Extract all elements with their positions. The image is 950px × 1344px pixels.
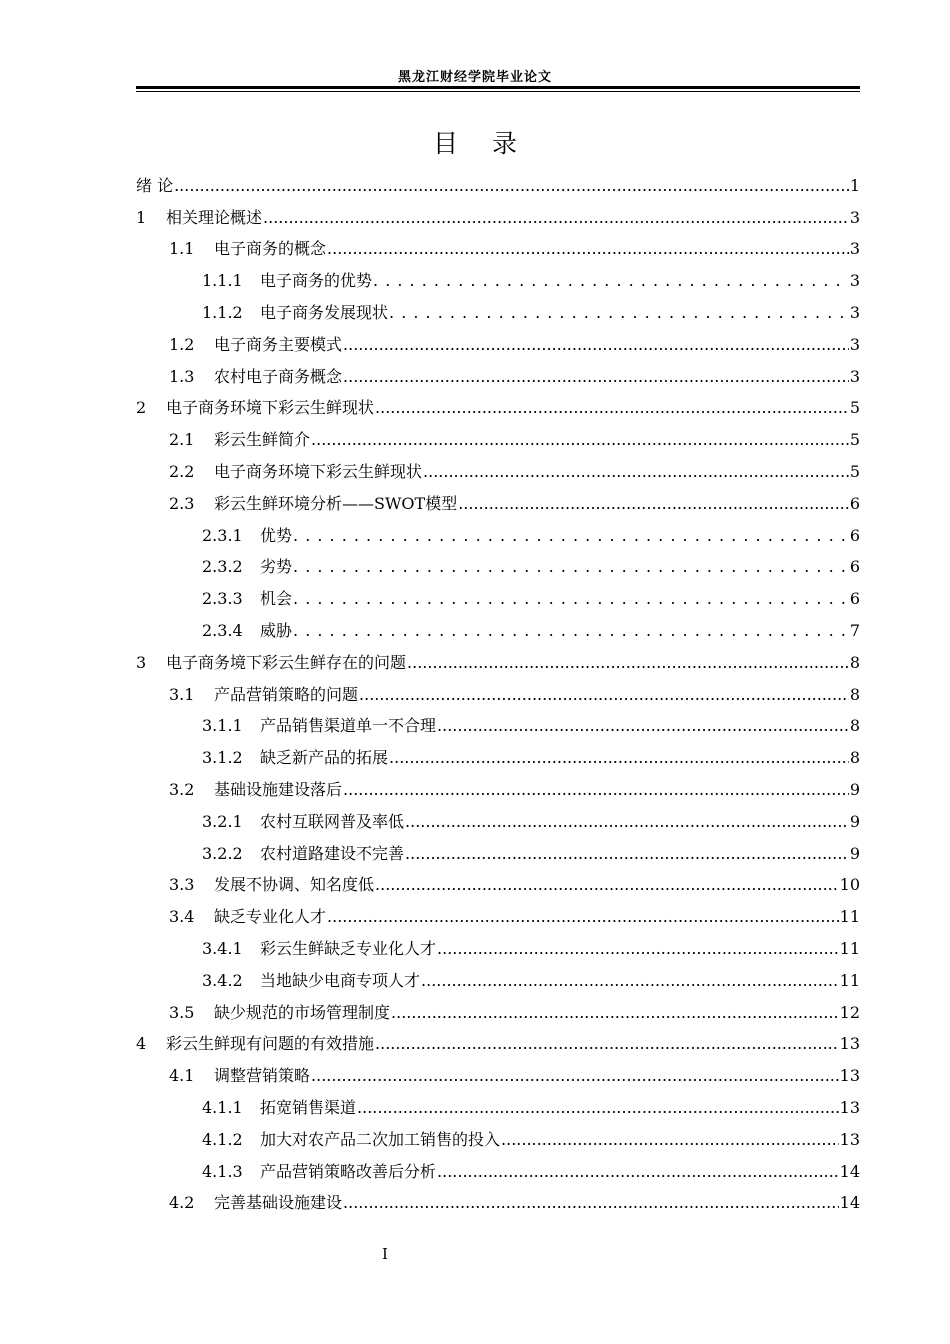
toc-entry-number: 4.1	[169, 1066, 195, 1086]
toc-entry-title: 拓宽销售渠道	[260, 1097, 357, 1117]
toc-dot-leader	[437, 1162, 839, 1182]
toc-entry-title: 威胁	[260, 620, 293, 640]
toc-entry-number: 1.1.2	[202, 302, 243, 322]
toc-entry-title: 彩云生鲜简介	[214, 430, 311, 450]
toc-entry-title: 电子商务境下彩云生鲜存在的问题	[166, 652, 407, 672]
toc-entry-page: 6	[849, 525, 860, 545]
toc-dot-leader	[311, 1066, 839, 1086]
toc-entry-number: 3.2.1	[202, 811, 243, 831]
toc-entry-page: 1	[849, 175, 860, 195]
toc-entry-page: 12	[839, 1002, 860, 1022]
toc-entry-title: 劣势	[260, 557, 293, 577]
toc-entry-number: 1	[136, 207, 147, 227]
toc-entry-page: 9	[849, 843, 860, 863]
toc-entry-number: 3.2.2	[202, 843, 243, 863]
table-of-contents	[136, 164, 860, 1213]
toc-entry-number: 3.5	[169, 1002, 195, 1022]
toc-entry-title: 发展不协调、知名度低	[214, 875, 375, 895]
toc-entry[interactable]	[136, 1023, 860, 1055]
toc-dot-leader	[437, 716, 849, 736]
toc-entry-title: 调整营销策略	[214, 1066, 311, 1086]
toc-entry-page: 9	[849, 779, 860, 799]
toc-entry-title: 农村电子商务概念	[214, 366, 343, 386]
toc-entry-page: 13	[839, 1129, 860, 1149]
toc-entry-title: 彩云生鲜缺乏专业化人才	[260, 938, 437, 958]
toc-entry-page: 3	[849, 302, 860, 322]
toc-entry[interactable]	[136, 641, 860, 673]
toc-entry[interactable]	[136, 482, 860, 514]
toc-entry-page: 13	[839, 1034, 860, 1054]
toc-entry-number: 2.1	[169, 430, 195, 450]
toc-entry-number: 4.2	[169, 1193, 195, 1213]
toc-entry-title: 产品营销策略的问题	[214, 684, 359, 704]
toc-entry[interactable]	[136, 323, 860, 355]
toc-entry[interactable]	[136, 450, 860, 482]
toc-entry-page: 3	[849, 271, 860, 291]
toc-entry-number: 4.1.3	[202, 1161, 243, 1181]
toc-entry-number: 1.1.1	[202, 271, 243, 291]
toc-entry[interactable]	[136, 991, 860, 1023]
toc-entry-page: 14	[839, 1161, 860, 1181]
toc-entry-number: 4	[136, 1034, 147, 1054]
toc-dot-leader	[343, 780, 849, 800]
toc-dot-leader	[375, 398, 849, 418]
toc-dot-leader	[357, 1098, 839, 1118]
toc-entry-title: 优势	[260, 525, 293, 545]
toc-entry[interactable]	[136, 927, 860, 959]
toc-entry-title: 机会	[260, 589, 293, 609]
toc-entry-page: 7	[849, 620, 860, 640]
toc-dot-leader	[293, 557, 849, 577]
toc-entry-title: 缺乏新产品的拓展	[260, 748, 389, 768]
toc-entry-title: 基础设施建设落后	[214, 779, 343, 799]
toc-entry-title: 电子商务发展现状	[260, 302, 389, 322]
toc-title: 目录	[432, 129, 551, 158]
toc-dot-leader	[311, 430, 849, 450]
toc-entry-title: 彩云生鲜现有问题的有效措施	[166, 1034, 375, 1054]
toc-entry-number: 4.1.2	[202, 1129, 243, 1149]
toc-entry[interactable]	[136, 387, 860, 419]
toc-entry-title: 缺少规范的市场管理制度	[214, 1002, 391, 1022]
toc-dot-leader	[437, 939, 839, 959]
toc-entry-number: 3.2	[169, 779, 195, 799]
toc-entry-page: 14	[839, 1193, 860, 1213]
toc-entry-title: 电子商务的优势	[260, 271, 373, 291]
toc-entry[interactable]	[136, 864, 860, 896]
toc-entry[interactable]	[136, 736, 860, 768]
toc-entry[interactable]	[136, 514, 860, 546]
toc-entry-page: 6	[849, 589, 860, 609]
toc-entry-title: 电子商务环境下彩云生鲜现状	[166, 398, 375, 418]
toc-dot-leader	[327, 239, 849, 259]
toc-entry-number: 4.1.1	[202, 1097, 243, 1117]
toc-entry[interactable]	[136, 418, 860, 450]
toc-dot-leader	[263, 208, 849, 228]
toc-dot-leader	[375, 1034, 839, 1054]
toc-entry[interactable]	[136, 609, 860, 641]
toc-entry[interactable]	[136, 832, 860, 864]
page-header: 黑龙江财经学院毕业论文	[397, 70, 552, 85]
toc-dot-leader	[407, 653, 849, 673]
toc-entry-title: 加大对农产品二次加工销售的投入	[260, 1129, 501, 1149]
toc-dot-leader	[293, 589, 849, 609]
toc-entry-page: 13	[839, 1066, 860, 1086]
toc-dot-leader	[405, 812, 849, 832]
toc-entry[interactable]	[136, 673, 860, 705]
toc-entry-number: 2.3.2	[202, 557, 243, 577]
toc-dot-leader	[389, 303, 849, 323]
toc-entry-title: 缺乏专业化人才	[214, 907, 327, 927]
header-rule-thin	[136, 91, 860, 92]
toc-entry-number: 3.1.1	[202, 716, 243, 736]
toc-entry-number: 2.3	[169, 493, 195, 513]
toc-entry-title: 相关理论概述	[166, 207, 263, 227]
toc-entry-page: 3	[849, 366, 860, 386]
toc-entry-number: 2	[136, 398, 147, 418]
toc-dot-leader	[375, 875, 839, 895]
toc-entry-page: 5	[849, 461, 860, 481]
toc-entry[interactable]	[136, 959, 860, 991]
toc-entry-title: 产品销售渠道单一不合理	[260, 716, 437, 736]
toc-entry-page: 8	[849, 684, 860, 704]
toc-dot-leader	[373, 271, 849, 291]
toc-entry[interactable]	[136, 1118, 860, 1150]
toc-entry-title: 电子商务的概念	[214, 239, 327, 259]
toc-entry-title: 农村道路建设不完善	[260, 843, 405, 863]
toc-entry[interactable]	[136, 196, 860, 228]
toc-entry[interactable]	[136, 1150, 860, 1182]
toc-entry-number: 1.1	[169, 239, 195, 259]
toc-entry[interactable]	[136, 1054, 860, 1086]
toc-dot-leader	[174, 176, 849, 196]
toc-entry-page: 3	[849, 239, 860, 259]
toc-entry-page: 8	[849, 652, 860, 672]
toc-entry[interactable]	[136, 228, 860, 260]
header-rule-thick	[136, 86, 860, 89]
toc-entry-page: 3	[849, 334, 860, 354]
toc-entry-title: 农村互联网普及率低	[260, 811, 405, 831]
toc-entry-page: 8	[849, 748, 860, 768]
toc-dot-leader	[391, 1003, 839, 1023]
toc-dot-leader	[343, 335, 849, 355]
toc-entry-title: 当地缺少电商专项人才	[260, 970, 421, 990]
toc-entry[interactable]	[136, 705, 860, 737]
toc-entry-page: 10	[839, 875, 860, 895]
page-number: I	[382, 1245, 388, 1263]
toc-entry-number: 3.1.2	[202, 748, 243, 768]
toc-dot-leader	[458, 494, 849, 514]
toc-entry[interactable]	[136, 546, 860, 578]
toc-entry-number: 3.4.1	[202, 938, 243, 958]
toc-dot-leader	[293, 621, 849, 641]
toc-entry-number: 2.3.4	[202, 620, 243, 640]
toc-entry-title: 电子商务主要模式	[214, 334, 343, 354]
toc-entry[interactable]	[136, 1182, 860, 1214]
toc-entry-number: 1.3	[169, 366, 195, 386]
toc-entry[interactable]	[136, 768, 860, 800]
toc-dot-leader	[389, 748, 849, 768]
toc-dot-leader	[501, 1130, 839, 1150]
toc-entry-page: 13	[839, 1097, 860, 1117]
toc-entry[interactable]	[136, 895, 860, 927]
toc-entry[interactable]	[136, 291, 860, 323]
toc-entry-title: 完善基础设施建设	[214, 1193, 343, 1213]
toc-entry[interactable]	[136, 259, 860, 291]
toc-entry-page: 3	[849, 207, 860, 227]
toc-entry[interactable]	[136, 577, 860, 609]
toc-entry-page: 11	[839, 938, 860, 958]
toc-dot-leader	[343, 1193, 839, 1213]
toc-entry-page: 6	[849, 493, 860, 513]
toc-entry-page: 5	[849, 430, 860, 450]
toc-entry-page: 9	[849, 811, 860, 831]
toc-entry-number: 3.1	[169, 684, 195, 704]
toc-entry-page: 11	[839, 907, 860, 927]
toc-entry-title: 电子商务环境下彩云生鲜现状	[214, 461, 423, 481]
toc-entry-number: 1.2	[169, 334, 195, 354]
toc-entry[interactable]	[136, 355, 860, 387]
toc-entry-title: 绪 论	[136, 175, 174, 195]
toc-entry-number: 2.3.1	[202, 525, 243, 545]
toc-entry-number: 3.3	[169, 875, 195, 895]
toc-entry-page: 11	[839, 970, 860, 990]
toc-entry-number: 2.3.3	[202, 589, 243, 609]
toc-entry-title: 产品营销策略改善后分析	[260, 1161, 437, 1181]
toc-entry-title: 彩云生鲜环境分析——SWOT模型	[214, 493, 458, 513]
toc-dot-leader	[423, 462, 849, 482]
toc-entry-page: 8	[849, 716, 860, 736]
toc-dot-leader	[359, 685, 849, 705]
toc-entry-page: 5	[849, 398, 860, 418]
toc-dot-leader	[343, 367, 849, 387]
toc-entry-number: 3	[136, 652, 147, 672]
toc-entry[interactable]	[136, 800, 860, 832]
toc-dot-leader	[421, 971, 839, 991]
toc-entry-number: 3.4	[169, 907, 195, 927]
toc-entry-page: 6	[849, 557, 860, 577]
toc-dot-leader	[293, 526, 849, 546]
toc-dot-leader	[405, 844, 849, 864]
toc-entry[interactable]	[136, 1086, 860, 1118]
toc-dot-leader	[327, 907, 839, 927]
toc-entry-number: 2.2	[169, 461, 195, 481]
toc-entry-number: 3.4.2	[202, 970, 243, 990]
toc-entry[interactable]	[136, 164, 860, 196]
